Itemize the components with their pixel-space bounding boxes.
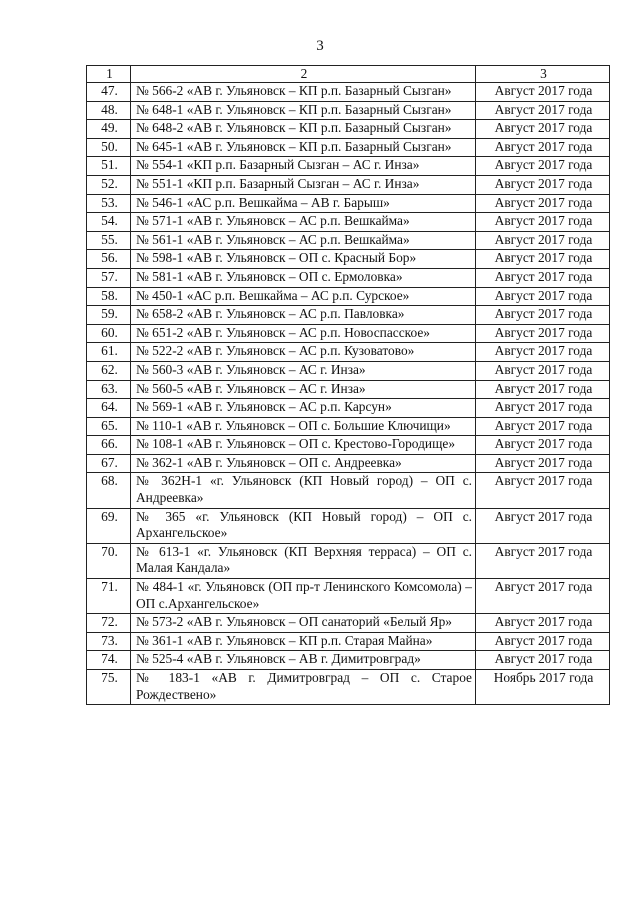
schedule-date-cell: Август 2017 года <box>476 632 610 651</box>
route-description-cell: № 569-1 «АВ г. Ульяновск – АС р.п. Карсун» <box>131 399 476 418</box>
schedule-date-cell: Август 2017 года <box>476 287 610 306</box>
row-number-cell: 64. <box>87 399 131 418</box>
schedule-date-cell: Август 2017 года <box>476 399 610 418</box>
table-row <box>87 343 610 362</box>
route-description-cell: № 522-2 «АВ г. Ульяновск – АС р.п. Кузоватово» <box>131 343 476 362</box>
route-description-cell: № 110-1 «АВ г. Ульяновск – ОП с. Большие Ключищи» <box>131 417 476 436</box>
table-row <box>87 614 610 633</box>
schedule-date-cell: Август 2017 года <box>476 120 610 139</box>
route-description-cell: № 598-1 «АВ г. Ульяновск – ОП с. Красный Бор» <box>131 250 476 269</box>
column-header-date: 3 <box>476 66 610 83</box>
row-number-cell: 72. <box>87 614 131 633</box>
row-number-cell: 70. <box>87 543 131 578</box>
row-number-cell: 53. <box>87 194 131 213</box>
route-description-cell: № 573-2 «АВ г. Ульяновск – ОП санаторий «Белый Яр» <box>131 614 476 633</box>
row-number-cell: 67. <box>87 454 131 473</box>
table-row <box>87 83 610 102</box>
route-description-cell: № 551-1 «КП р.п. Базарный Сызган – АС г. Инза» <box>131 175 476 194</box>
row-number-cell: 48. <box>87 101 131 120</box>
schedule-date-cell: Август 2017 года <box>476 614 610 633</box>
table-row <box>87 670 610 705</box>
route-description-cell: № 183-1 «АВ г. Димитровград – ОП с. Старое Рождествено» <box>131 670 476 705</box>
table-row <box>87 324 610 343</box>
row-number-cell: 52. <box>87 175 131 194</box>
route-description-cell: № 484-1 «г. Ульяновск (ОП пр-т Ленинского Комсомола) – ОП с.Архангельское» <box>131 579 476 614</box>
table-row <box>87 361 610 380</box>
row-number-cell: 61. <box>87 343 131 362</box>
row-number-cell: 74. <box>87 651 131 670</box>
row-number-cell: 65. <box>87 417 131 436</box>
route-description-cell: № 362Н-1 «г. Ульяновск (КП Новый город) – ОП с. Андреевка» <box>131 473 476 508</box>
route-description-cell: № 651-2 «АВ г. Ульяновск – АС р.п. Новоспасское» <box>131 324 476 343</box>
row-number-cell: 63. <box>87 380 131 399</box>
table-row <box>87 250 610 269</box>
schedule-date-cell: Август 2017 года <box>476 138 610 157</box>
schedule-date-cell: Август 2017 года <box>476 454 610 473</box>
table-row <box>87 120 610 139</box>
table-row <box>87 380 610 399</box>
route-description-cell: № 525-4 «АВ г. Ульяновск – АВ г. Димитровград» <box>131 651 476 670</box>
route-description-cell: № 560-3 «АВ г. Ульяновск – АС г. Инза» <box>131 361 476 380</box>
table-row <box>87 417 610 436</box>
route-description-cell: № 571-1 «АВ г. Ульяновск – АС р.п. Вешкайма» <box>131 213 476 232</box>
table-row <box>87 213 610 232</box>
table-row <box>87 231 610 250</box>
route-description-cell: № 645-1 «АВ г. Ульяновск – КП р.п. Базарный Сызган» <box>131 138 476 157</box>
route-description-cell: № 566-2 «АВ г. Ульяновск – КП р.п. Базарный Сызган» <box>131 83 476 102</box>
row-number-cell: 57. <box>87 268 131 287</box>
schedule-date-cell: Август 2017 года <box>476 361 610 380</box>
route-description-cell: № 613-1 «г. Ульяновск (КП Верхняя терраса) – ОП с. Малая Кандала» <box>131 543 476 578</box>
schedule-date-cell: Август 2017 года <box>476 324 610 343</box>
schedule-date-cell: Август 2017 года <box>476 417 610 436</box>
row-number-cell: 62. <box>87 361 131 380</box>
schedule-date-cell: Август 2017 года <box>476 508 610 543</box>
table-row <box>87 138 610 157</box>
route-description-cell: № 648-2 «АВ г. Ульяновск – КП р.п. Базарный Сызган» <box>131 120 476 139</box>
column-header-number: 1 <box>87 66 131 83</box>
schedule-date-cell: Август 2017 года <box>476 380 610 399</box>
row-number-cell: 56. <box>87 250 131 269</box>
route-description-cell: № 581-1 «АВ г. Ульяновск – ОП с. Ермоловка» <box>131 268 476 287</box>
table-row <box>87 268 610 287</box>
route-description-cell: № 560-5 «АВ г. Ульяновск – АС г. Инза» <box>131 380 476 399</box>
route-description-cell: № 546-1 «АС р.п. Вешкайма – АВ г. Барыш» <box>131 194 476 213</box>
row-number-cell: 75. <box>87 670 131 705</box>
route-description-cell: № 108-1 «АВ г. Ульяновск – ОП с. Крестово-Городище» <box>131 436 476 455</box>
row-number-cell: 71. <box>87 579 131 614</box>
schedule-date-cell: Август 2017 года <box>476 579 610 614</box>
table-row <box>87 579 610 614</box>
table-row <box>87 651 610 670</box>
schedule-date-cell: Август 2017 года <box>476 436 610 455</box>
row-number-cell: 54. <box>87 213 131 232</box>
schedule-date-cell: Август 2017 года <box>476 101 610 120</box>
route-description-cell: № 362-1 «АВ г. Ульяновск – ОП с. Андреевка» <box>131 454 476 473</box>
table-row <box>87 101 610 120</box>
row-number-cell: 59. <box>87 306 131 325</box>
table-row <box>87 473 610 508</box>
table-row <box>87 287 610 306</box>
schedule-date-cell: Август 2017 года <box>476 83 610 102</box>
schedule-date-cell: Август 2017 года <box>476 268 610 287</box>
schedule-date-cell: Август 2017 года <box>476 175 610 194</box>
row-number-cell: 66. <box>87 436 131 455</box>
route-schedule-table <box>86 65 610 705</box>
route-description-cell: № 658-2 «АВ г. Ульяновск – АС р.п. Павловка» <box>131 306 476 325</box>
row-number-cell: 50. <box>87 138 131 157</box>
schedule-date-cell: Август 2017 года <box>476 194 610 213</box>
schedule-date-cell: Август 2017 года <box>476 250 610 269</box>
row-number-cell: 49. <box>87 120 131 139</box>
table-row <box>87 508 610 543</box>
schedule-date-cell: Август 2017 года <box>476 473 610 508</box>
row-number-cell: 47. <box>87 83 131 102</box>
table-row <box>87 454 610 473</box>
row-number-cell: 68. <box>87 473 131 508</box>
table-header-row <box>87 66 610 83</box>
table-row <box>87 306 610 325</box>
table-row <box>87 175 610 194</box>
row-number-cell: 69. <box>87 508 131 543</box>
route-description-cell: № 365 «г. Ульяновск (КП Новый город) – ОП с. Архангельское» <box>131 508 476 543</box>
schedule-date-cell: Август 2017 года <box>476 343 610 362</box>
table-row <box>87 543 610 578</box>
route-description-cell: № 361-1 «АВ г. Ульяновск – КП р.п. Старая Майна» <box>131 632 476 651</box>
schedule-date-cell: Август 2017 года <box>476 231 610 250</box>
table-row <box>87 399 610 418</box>
row-number-cell: 60. <box>87 324 131 343</box>
route-description-cell: № 450-1 «АС р.п. Вешкайма – АС р.п. Сурское» <box>131 287 476 306</box>
route-description-cell: № 554-1 «КП р.п. Базарный Сызган – АС г. Инза» <box>131 157 476 176</box>
route-description-cell: № 648-1 «АВ г. Ульяновск – КП р.п. Базарный Сызган» <box>131 101 476 120</box>
table-row <box>87 632 610 651</box>
column-header-route: 2 <box>131 66 476 83</box>
table-row <box>87 157 610 176</box>
page-number: 3 <box>316 38 324 54</box>
schedule-date-cell: Август 2017 года <box>476 157 610 176</box>
row-number-cell: 73. <box>87 632 131 651</box>
table-row <box>87 436 610 455</box>
row-number-cell: 55. <box>87 231 131 250</box>
route-description-cell: № 561-1 «АВ г. Ульяновск – АС р.п. Вешкайма» <box>131 231 476 250</box>
schedule-date-cell: Август 2017 года <box>476 213 610 232</box>
schedule-date-cell: Август 2017 года <box>476 306 610 325</box>
table-row <box>87 194 610 213</box>
schedule-date-cell: Ноябрь 2017 года <box>476 670 610 705</box>
schedule-date-cell: Август 2017 года <box>476 543 610 578</box>
row-number-cell: 51. <box>87 157 131 176</box>
schedule-date-cell: Август 2017 года <box>476 651 610 670</box>
row-number-cell: 58. <box>87 287 131 306</box>
